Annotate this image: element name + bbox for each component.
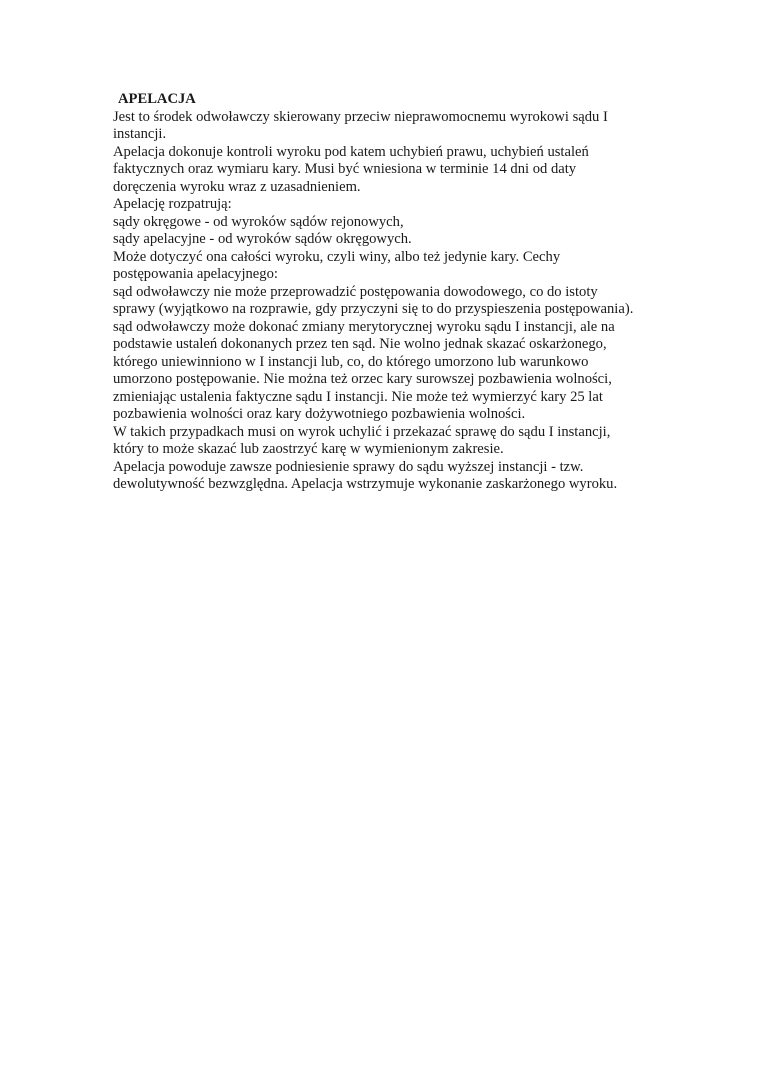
text-line: Jest to środek odwoławczy skierowany przeciw nieprawomocnemu wyrokowi sądu I bbox=[113, 108, 608, 125]
text-line: podstawie ustaleń dokonanych przez ten sąd. Nie wolno jednak skazać oskarżonego, bbox=[113, 336, 607, 352]
text-line: instancji. bbox=[113, 126, 167, 142]
text-line: Apelacja dokonuje kontroli wyroku pod katem uchybień prawu, uchybień ustaleń bbox=[113, 143, 589, 160]
document-title: APELACJA bbox=[118, 91, 196, 107]
text-line: którego uniewinniono w I instancji lub, co, do którego umorzono lub warunkowo bbox=[113, 353, 589, 370]
text-line: Apelacja powoduje zawsze podniesienie sprawy do sądu wyższej instancji - tzw. bbox=[113, 458, 584, 475]
text-line: umorzono postępowanie. Nie można też orzec kary surowszej pozbawienia wolności, bbox=[113, 371, 612, 387]
text-line: W takich przypadkach musi on wyrok uchylić i przekazać sprawę do sądu I instancji, bbox=[113, 423, 611, 440]
text-line: pozbawienia wolności oraz kary dożywotniego pozbawienia wolności. bbox=[113, 406, 526, 422]
text-line: sądy okręgowe - od wyroków sądów rejonowych, bbox=[113, 213, 404, 230]
text-line: sąd odwoławczy może dokonać zmiany merytorycznej wyroku sądu I instancji, ale na bbox=[113, 318, 615, 335]
document-body bbox=[113, 91, 713, 494]
text-line: sądy apelacyjne - od wyroków sądów okręgowych. bbox=[113, 231, 412, 247]
text-line: faktycznych oraz wymiaru kary. Musi być wniesiona w terminie 14 dni od daty bbox=[113, 161, 577, 177]
text-line: zmieniając ustalenia faktyczne sądu I instancji. Nie może też wymierzyć kary 25 lat bbox=[113, 388, 603, 405]
text-line: doręczenia wyroku wraz z uzasadnieniem. bbox=[113, 178, 361, 195]
text-line: sprawy (wyjątkowo na rozprawie, gdy przyczyni się to do przyspieszenia postępowania). bbox=[113, 301, 634, 317]
text-line: Może dotyczyć ona całości wyroku, czyli winy, albo też jedynie kary. Cechy bbox=[113, 248, 561, 265]
text-line: postępowania apelacyjnego: bbox=[113, 266, 278, 282]
text-line: Apelację rozpatrują: bbox=[113, 196, 232, 212]
text-line: sąd odwoławczy nie może przeprowadzić postępowania dowodowego, co do istoty bbox=[113, 283, 598, 300]
text-line: który to może skazać lub zaostrzyć karę w wymienionym zakresie. bbox=[113, 441, 504, 457]
text-line: dewolutywność bezwzględna. Apelacja wstrzymuje wykonanie zaskarżonego wyroku. bbox=[113, 476, 618, 492]
